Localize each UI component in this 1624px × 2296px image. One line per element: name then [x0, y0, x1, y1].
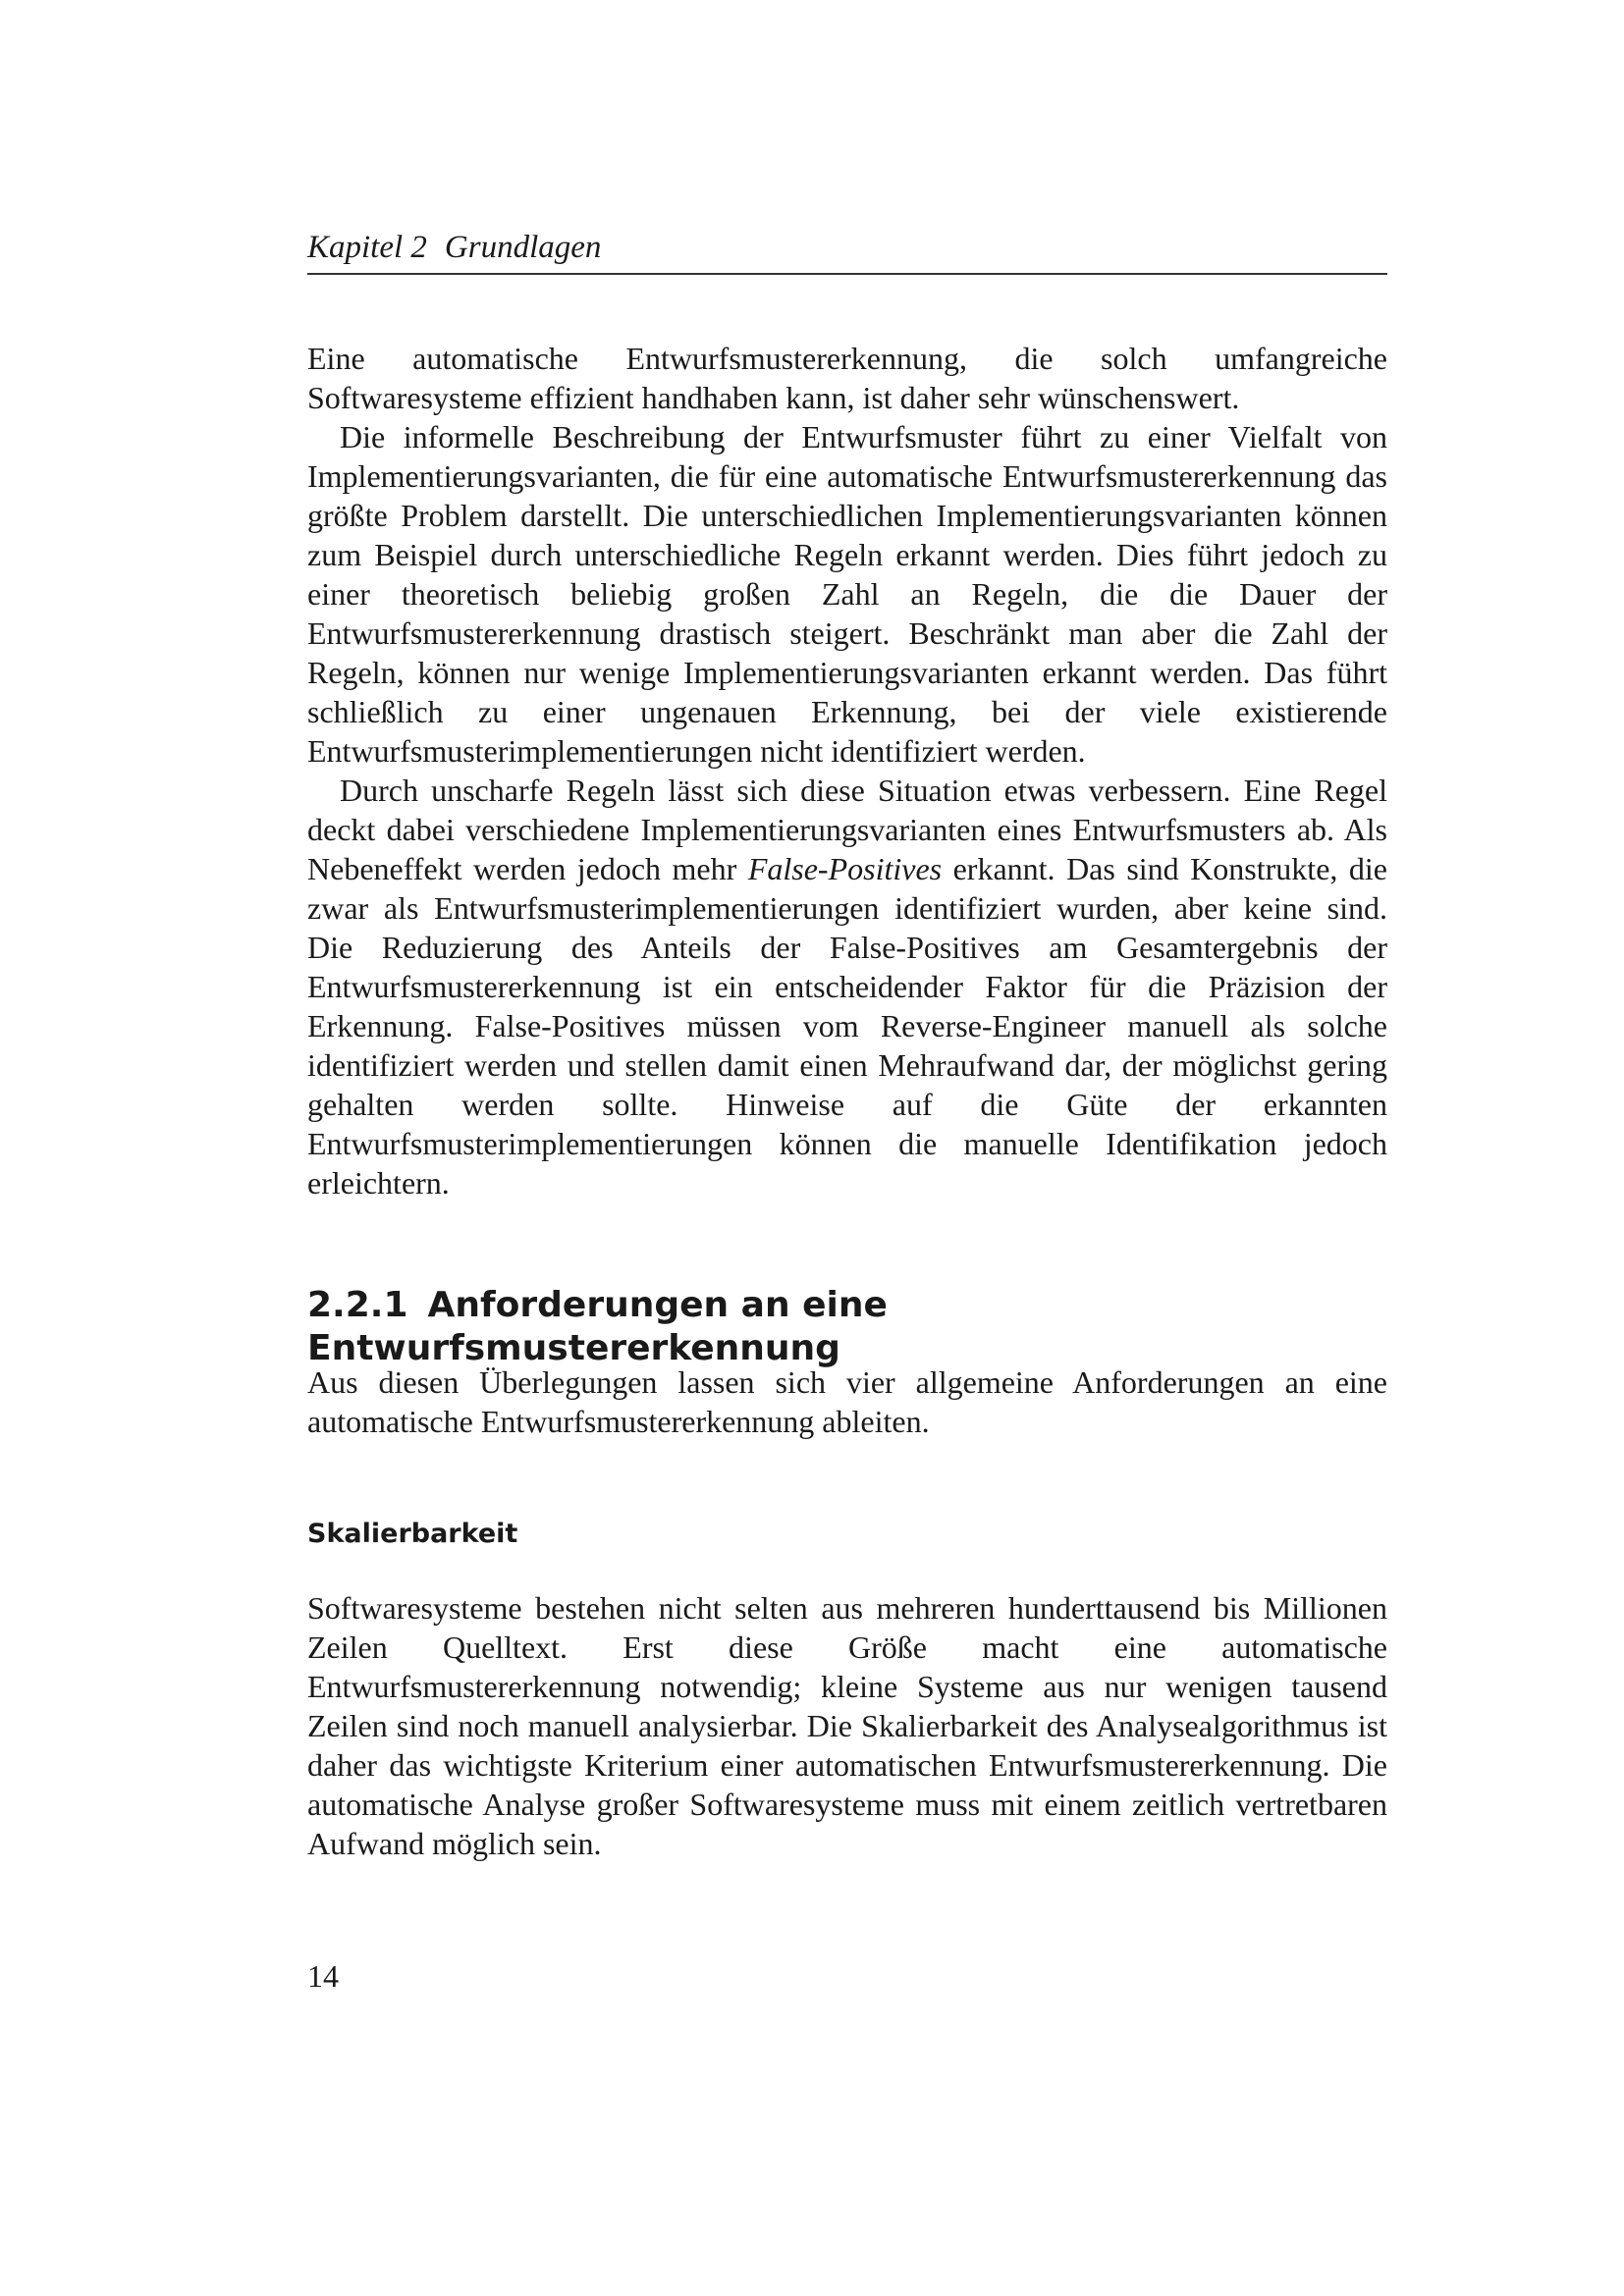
emphasis-false-positives: False-Positives	[747, 851, 943, 886]
section-intro	[307, 1362, 1387, 1441]
paragraph-3-after: erkannt. Das sind Konstrukte, die zwar als Entwurfsmusterimplementierungen identifiziert wurden, aber keine sind. Die Reduzierung des Anteils der False-Positives am Gesamtergebnis der Entwurfsmustererkennung ist ein entscheidender Faktor für die Präzision der Erkennung. False-Positives müssen vom Reverse-Engineer manuell als solche identifiziert werden und stellen damit einen Mehraufwand dar, der möglichst gering gehalten werden sollte. Hinweise auf die Güte der erkannten Entwurfsmusterimplementierungen können die manuelle Identifikation jedoch erleichtern.	[307, 851, 1388, 1201]
section-intro-text: Aus diesen Überlegungen lassen sich vier allgemeine Anforderungen an eine automatische Entwurfsmustererkennung ableiten.	[307, 1364, 1387, 1439]
section-title: Anforderungen an eine Entwurfsmustererkennung	[307, 1285, 888, 1368]
section-number: 2.2.1	[307, 1285, 408, 1325]
subsection-text: Softwaresysteme bestehen nicht selten aus mehreren hunderttausend bis Millionen Zeilen Quelltext. Erst diese Größe macht eine automatische Entwurfsmustererkennung notwendig; kleine Systeme aus nur wenigen tausend Zeilen sind noch manuell analysierbar. Die Skalierbarkeit des Analysealgorithmus ist daher das wichtigste Kriterium einer automatischen Entwurfsmustererkennung. Die automatische Analyse großer Softwaresysteme muss mit einem zeitlich vertretbaren Aufwand möglich sein.	[307, 1590, 1387, 1861]
paragraph-2: Die informelle Beschreibung der Entwurfsmuster führt zu einer Vielfalt von Implementierungsvarianten, die für eine automatische Entwurfsmustererkennung das größte Problem darstellt. Die unterschiedlichen Implementierungsvarianten können zum Beispiel durch unterschiedliche Regeln erkannt werden. Dies führt jedoch zu einer theoretisch beliebig großen Zahl an Regeln, die die Dauer der Entwurfsmustererkennung drastisch steigert. Beschränkt man aber die Zahl der Regeln, können nur wenige Implementierungsvarianten erkannt werden. Das führt schließlich zu einer ungenauen Erkennung, bei der viele existierende Entwurfsmusterimplementierungen nicht identifiziert werden.	[307, 419, 1387, 769]
subsection-heading: Skalierbarkeit	[307, 1519, 518, 1549]
paragraph-3-before: Durch unscharfe Regeln lässt sich diese Situation etwas verbessern. Eine Regel deckt dabei verschiedene Implementierungsvarianten eines Entwurfsmusters ab. Als Nebeneffekt werden jedoch mehr	[307, 773, 1387, 886]
section-heading	[307, 1284, 1387, 1370]
header-rule	[307, 273, 1387, 275]
page-number: 14	[307, 1958, 339, 1994]
running-header	[307, 228, 1387, 267]
paragraph-1: Eine automatische Entwurfsmustererkennung, die solch umfangreiche Softwaresysteme effizient handhaben kann, ist daher sehr wünschenswert.	[307, 341, 1387, 415]
body-text	[307, 339, 1387, 1202]
header-chapter: Kapitel 2	[307, 230, 427, 265]
subsection-body	[307, 1588, 1387, 1863]
header-title: Grundlagen	[444, 230, 602, 265]
paragraph-3	[307, 771, 1387, 1202]
